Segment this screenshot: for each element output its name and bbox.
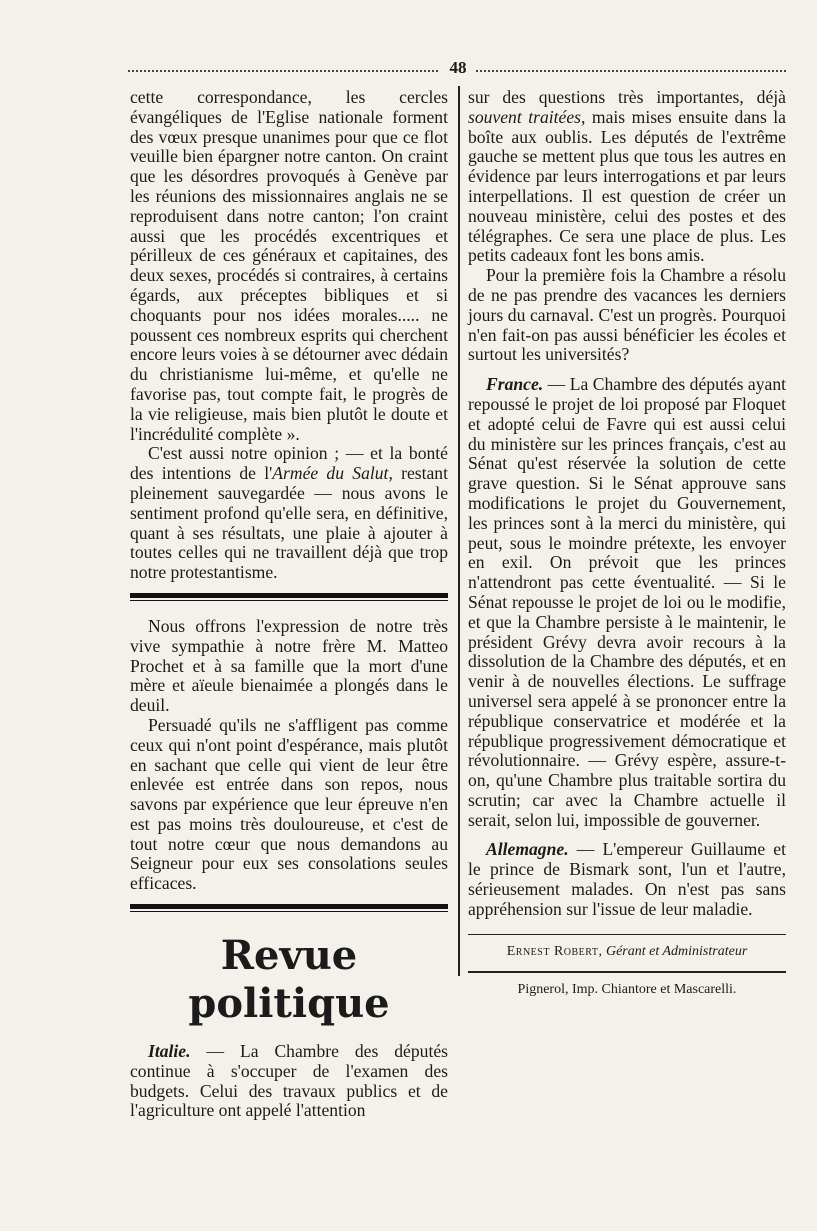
p2-text-b: restant pleinement sauvegardée — nous avons le sentiment profond qu'elle sera, en définitive, quant à ses résultats, une plaie à ajouter à toutes celles qui ne travaillent déjà que trop notre protestantisme.	[130, 463, 448, 583]
separator-thin	[130, 600, 448, 601]
allemagne-label: Allemagne.	[486, 839, 569, 860]
separator-thick	[130, 593, 448, 598]
italie-label: Italie.	[148, 1041, 191, 1062]
signature-role: Gérant et Administrateur	[602, 943, 748, 959]
right-paragraph-2: Pour la première fois la Chambre a résolu de ne pas prendre des vacances les derniers jours du carnaval. C'est un progrès. Pourquoi n'en fait-on pas aussi bénéficier les écoles et surtout les universités?	[468, 265, 786, 365]
r-p1-text-a: sur des questions très importantes, déjà	[468, 87, 786, 107]
printer-line: Pignerol, Imp. Chiantore et Mascarelli.	[517, 981, 737, 997]
header-ornament-left	[128, 70, 438, 72]
column-divider	[458, 86, 460, 976]
france-label: France.	[486, 374, 544, 395]
p2-italic: Armée du Salut,	[272, 463, 393, 484]
page-header	[128, 58, 786, 78]
p2-text-a: C'est aussi notre opinion ; — et la bonté des intentions de l'	[130, 443, 448, 484]
left-paragraph-3: Nous offrons l'expression de notre très vive sympathie à notre frère M. Matteo Prochet et à sa famille que la mort d'une mère et aïeule bienaimée a plongés dans le deuil.	[130, 615, 448, 716]
left-paragraph-2	[130, 444, 448, 583]
printer-rule	[468, 971, 786, 973]
page-number: 48	[449, 58, 467, 77]
allemagne-text: — L'empereur Guillaume et le prince de Bismark sont, l'un et l'autre, sérieusement malades. On n'est pas sans appréhension sur l'issue de leur maladie.	[468, 839, 786, 919]
separator-thick-2	[130, 904, 448, 909]
right-paragraph-1	[468, 88, 786, 266]
signature-rule	[468, 934, 786, 935]
france-paragraph	[468, 375, 786, 830]
separator-thin-2	[130, 911, 448, 912]
left-column	[130, 88, 448, 1121]
left-paragraph-1: cette correspondance, les cercles évangéliques de l'Eglise nationale forment des vœux presque unanimes pour que ce flot veuille bien épargner notre canton. On craint que les désordres provoqués à Genève par les réunions des missionnaires anglais ne se reproduisent dans notre canton; l'on craint aussi que les procédés excentriques et périlleux de ces généraux et capitaines, des deux sexes, procédés si contraires, à certains égards, aux préceptes bibliques et si choquants pour nos idées morales..... ne poussent ces nombreux esprits qui cherchent encore leurs voies à se détourner avec dédain du christianisme lui-même, et qu'elle ne favorise pas, tout compte fait, le progrès de la vie religieuse, mais bien plutôt le doute et l'incrédulité complète ».	[130, 87, 449, 444]
signature-line	[468, 943, 786, 961]
header-ornament-right	[476, 70, 786, 72]
section-title: Revue politique	[188, 932, 390, 1028]
signature-name: Ernest Robert,	[506, 943, 603, 959]
italie-text: — La Chambre des députés continue à s'occuper de l'examen des budgets. Celui des travaux publics et de l'agriculture ont appelé l'attention	[130, 1041, 448, 1121]
france-text: — La Chambre des députés ayant repoussé le projet de loi proposé par Floquet et adopté celui de Favre qui est aussi celui du ministère sur les princes français, c'est au Sénat qu'est réservée la solution de cette grave question. Si le Sénat approuve sans modifications le projet du Gouvernement, les princes sont à la merci du ministère, qui peut, sous le moindre prétexte, les envoyer en exil. On prévoit que les princes n'attendront pas cette éventualité. — Si le Sénat repousse le projet de loi ou le modifie, et que la Chambre persiste à le maintenir, le président Grévy devra avoir recours à la dissolution de la Chambre des députés, et en venir à de nouvelles élections. Le suffrage universel sera appelé à se prononcer entre la république conservatrice et modérée et la république progressivement démocratique et révolutionnaire. — Grévy espère, assure-t-on, qu'une Chambre plus traitable sortira du scrutin; car avec la Chambre actuelle il serait, selon lui, impossible de gouverner.	[468, 374, 786, 830]
allemagne-paragraph	[468, 840, 786, 919]
italie-paragraph	[130, 1042, 448, 1121]
r-p1-italic: souvent traitées	[468, 106, 582, 127]
r-p1-text-b: , mais mises ensuite dans la boîte aux oublis. Les députés de l'extrême gauche se mettent plus que tous les autres en évidence par leurs interrogations et par leurs interpellations. Il est question de créer un nouveau ministère, celui des postes et des télégraphes. Ce sera une place de plus. Les petits cadeaux font les bons amis.	[468, 106, 786, 266]
left-paragraph-4: Persuadé qu'ils ne s'affligent pas comme ceux qui n'ont point d'espérance, mais plutôt en sachant que celle qui vient de leur être enlevée est entrée dans son repos, nous savons par expérience que leur épreuve n'en est pas moins très douloureuse, et c'est de tout notre cœur que nous demandons au Seigneur pour eux ses consolations seules efficaces.	[130, 714, 448, 894]
right-column	[468, 88, 786, 999]
